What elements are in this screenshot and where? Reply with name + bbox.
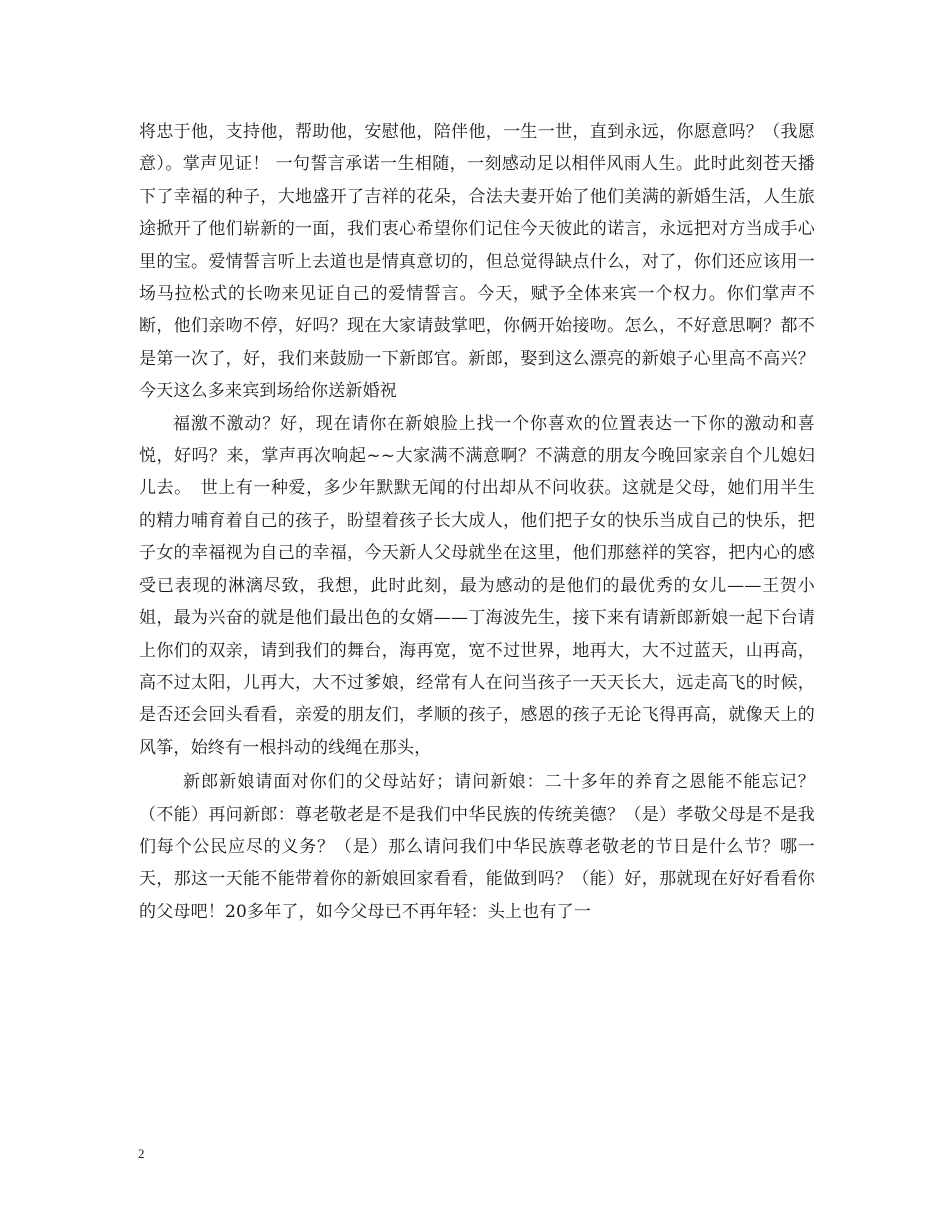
page-number: 2 [138,1146,145,1161]
paragraph-2: 福激不激动？好，现在请你在新娘脸上找一个你喜欢的位置表达一下你的激动和喜悦，好吗？来，掌声再次响起~~大家满不满意啊？不满意的朋友今晚回家亲自个儿媳妇儿去。 世上有一种爱，多少年默默无闻的付出却从不问收获。这就是父母，她们用半生的精力哺育着自己的孩子，盼望着孩子长大成人，他们把子女的快乐当成自己的快乐，把子女的幸福视为自己的幸福，今天新人父母就坐在这里，他们那慈祥的笑容，把内心的感受已表现的淋漓尽致，我想，此时此刻，最为感动的是他们的最优秀的女儿——王贺小姐，最为兴奋的就是他们最出色的女婿——丁海波先生，接下来有请新郎新娘一起下台请上你们的双亲，请到我们的舞台，海再宽，宽不过世界，地再大，大不过蓝天，山再高，高不过太阳，儿再大，大不过爹娘，经常有人在问当孩子一天天长大，远走高飞的时候，是否还会回头看看，亲爱的朋友们，孝顺的孩子，感恩的孩子无论飞得再高，就像天上的风筝，始终有一根抖动的线绳在那头， [139,413,815,758]
paragraph-1: 将忠于他，支持他，帮助他，安慰他，陪伴他，一生一世，直到永远，你愿意吗？（我愿意）。掌声见证！ 一句誓言承诺一生相随，一刻感动足以相伴风雨人生。此时此刻苍天播下了幸福的种子，大地盛开了吉祥的花朵，合法夫妻开始了他们美满的新婚生活，人生旅途掀开了他们崭新的一面，我们衷心希望你们记住今天彼此的诺言，永远把对方当成手心里的宝。爱情誓言听上去道也是情真意切的，但总觉得缺点什么，对了，你们还应该用一场马拉松式的长吻来见证自己的爱情誓言。今天，赋予全体来宾一个权力。你们掌声不断，他们亲吻不停，好吗？现在大家请鼓掌吧，你俩开始接吻。怎么，不好意思啊？都不是第一次了，好，我们来鼓励一下新郎官。新郎，娶到这么漂亮的新娘子心里高不高兴？今天这么多来宾到场给你送新婚祝 [139,122,815,402]
body-text [139,116,815,928]
paragraph-3: 新郎新娘请面对你们的父母站好；请问新娘：二十多年的养育之恩能不能忘记？（不能）再问新郎：尊老敬老是不是我们中华民族的传统美德？（是）孝敬父母是不是我们每个公民应尽的义务？（是）那么请问我们中华民族尊老敬老的节日是什么节？哪一天，那这一天能不能带着你的新娘回家看看，能做到吗？（能）好，那就现在好好看看你的父母吧！20多年了，如今父母已不再年轻：头上也有了一 [139,772,815,922]
